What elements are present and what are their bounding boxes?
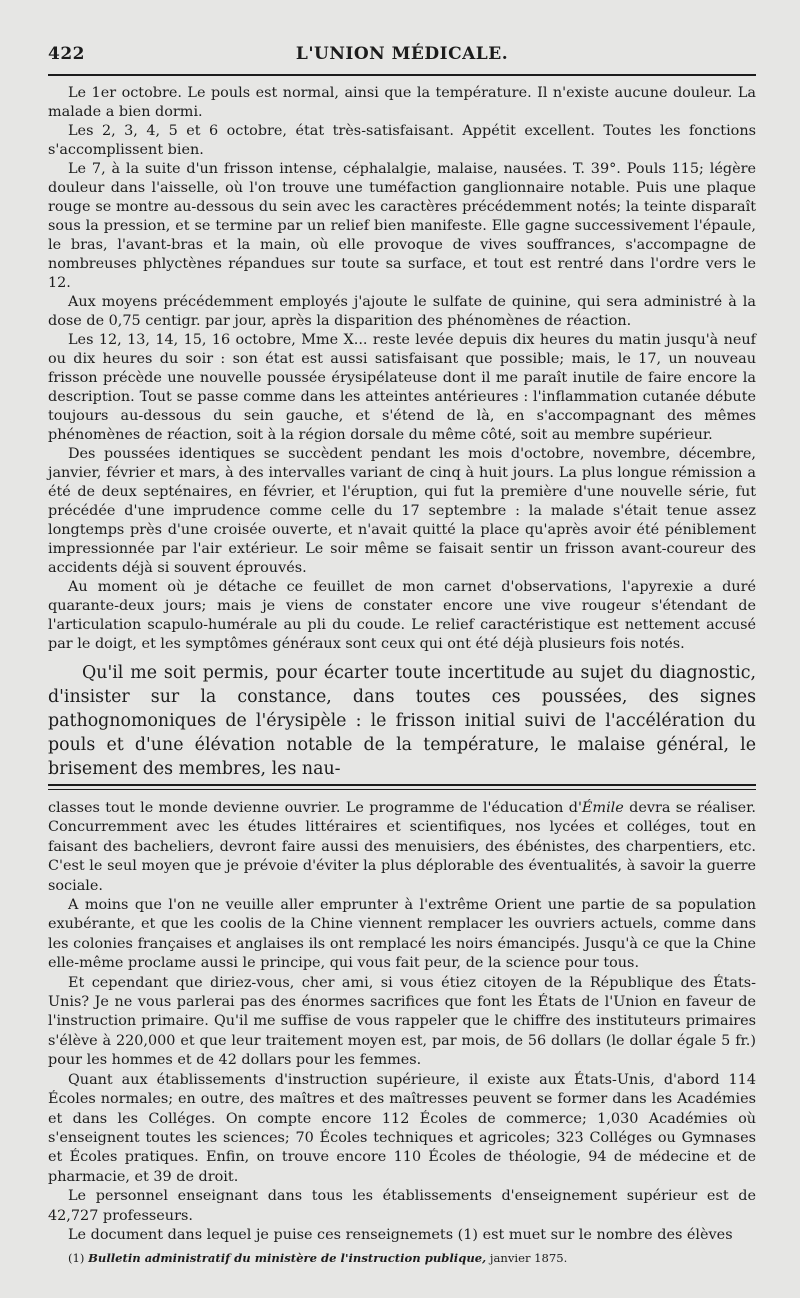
page-header bbox=[48, 0, 756, 74]
paragraph: A moins que l'on ne veuille aller emprunter à l'extrême Orient une partie de sa population exubérante, et que les coolis de la Chine viennent remplacer les ouvriers actuels, comme dans les colonies françaises et anglaises ils ont remplacé les noirs émancipés. Jusqu'à ce que la Chine elle-même proclame aussi le principe, qui vous fait peur, de la science pour tous. bbox=[48, 897, 756, 972]
paragraph: Les 12, 13, 14, 15, 16 octobre, Mme X... reste levée depuis dix heures du matin jusqu'à neuf ou dix heures du soir : son état est aussi satisfaisant que possible; mais, le 17, un nouveau frisson précède une nouvelle poussée érysipélateuse dont il me paraît inutile de faire encore la description. Tout se passe comme dans les atteintes antérieures : l'inflammation cutanée débute toujours au-dessous du sein gauche, et s'étend de là, en s'accompagnant des mêmes phénomènes de réaction, soit à la région dorsale du même côté, soit au membre supérieur. bbox=[48, 332, 756, 443]
paragraph: Le document dans lequel je puise ces renseignemets (1) est muet sur le nombre des élèves bbox=[68, 1226, 733, 1243]
paragraph: Le 1er octobre. Le pouls est normal, ainsi que la température. Il n'existe aucune douleur. La malade a bien dormi. bbox=[48, 85, 756, 120]
paragraph: Aux moyens précédemment employés j'ajoute le sulfate de quinine, qui sera administré à la dose de 0,75 centigr. par jour, après la disparition des phénomènes de réaction. bbox=[48, 294, 756, 329]
footnote-marker: (1) bbox=[68, 1251, 89, 1266]
header-rule bbox=[48, 74, 756, 76]
paragraph-continued bbox=[48, 799, 756, 896]
paragraph: Et cependant que diriez-vous, cher ami, si vous étiez citoyen de la République des États-Unis? Je ne vous parlerai pas des énormes sacrifices que font les États de l'Union en faveur de l'instruction primaire. Qu'il me suffise de vous rappeler que le chiffre des instituteurs primaires s'élève à 220,000 et que leur traitement moyen est, par mois, de 56 dollars (le dollar égale 5 fr.) pour les hommes et de 42 dollars pour les femmes. bbox=[48, 974, 756, 1069]
footnote-source: Bulletin administratif du ministère de l'instruction publique, bbox=[88, 1251, 487, 1266]
article-case-report bbox=[48, 84, 756, 654]
text-run: classes tout le monde devienne ouvrier. Le programme de l'éducation d' bbox=[48, 800, 582, 816]
footnote-date: janvier 1875. bbox=[486, 1251, 568, 1266]
text-run: devra se réaliser. Concurremment avec les études littéraires et scientifiques, nos lycées et colléges, tout en faisant des bacheliers, devront faire aussi des menuisiers, des ébénistes, des charpentiers, etc. C'est le seul moyen que je prévoie d'éviter la plus déplorable des éventualités, à savoir la guerre sociale. bbox=[48, 800, 756, 894]
paragraph: Le 7, à la suite d'un frisson intense, céphalalgie, malaise, nausées. T. 39°. Pouls 115; légère douleur dans l'aisselle, où l'on trouve une tuméfaction ganglionnaire notable. Puis une plaque rouge se montre au-dessous du sein avec les caractères précédemment notés; la teinte disparaît sous la pression, et se termine par un relief bien manifeste. Elle gagne successivement l'épaule, le bras, l'avant-bras et la main, où elle provoque de vives souffrances, s'accompagne de nombreuses phlyctènes répandues sur toute sa surface, et tout est rentré dans l'ordre vers le 12. bbox=[48, 161, 756, 291]
paragraph: Des poussées identiques se succèdent pendant les mois d'octobre, novembre, décembre, janvier, février et mars, à des intervalles variant de cinq à huit jours. La plus longue rémission a été de deux septénaires, en février, et l'éruption, qui fut la première d'une nouvelle série, fut précédée d'une imprudence comme celle du 17 septembre : la malade s'était tenue assez longtemps près d'une croisée ouverte, et n'avait quitté la place qu'après avoir été péniblement impressionnée par l'air extérieur. Le soir même se faisait sentir un frisson avant-coureur des accidents déjà si souvent éprouvés. bbox=[48, 446, 756, 576]
paragraph: Le personnel enseignant dans tous les établissements d'enseignement supérieur est de 42,727 professeurs. bbox=[48, 1188, 756, 1224]
section-divider bbox=[48, 784, 756, 790]
page-number: 422 bbox=[48, 44, 85, 64]
paragraph: Les 2, 3, 4, 5 et 6 octobre, état très-satisfaisant. Appétit excellent. Toutes les fonctions s'accomplissent bien. bbox=[48, 123, 756, 158]
running-title: L'UNION MÉDICALE. bbox=[295, 44, 509, 64]
paragraph: Quant aux établissements d'instruction supérieure, il existe aux États-Unis, d'abord 114 Écoles normales; en outre, des maîtres et des maîtresses peuvent se former dans les Académies et dans les Colléges. On compte encore 112 Écoles de commerce; 1,030 Académies où s'enseignent toutes les sciences; 70 Écoles techniques et agricoles; 323 Colléges ou Gymnases et Écoles pratiques. Enfin, on trouve encore 110 Écoles de théologie, 94 de médecine et de pharmacie, et 39 de droit. bbox=[48, 1071, 756, 1185]
footnote bbox=[48, 1250, 756, 1266]
article-conclusion bbox=[48, 661, 756, 781]
paragraph: Au moment où je détache ce feuillet de mon carnet d'observations, l'apyrexie a duré quarante-deux jours; mais je viens de constater encore une vive rougeur s'étendant de l'articulation scapulo-humérale au pli du coude. Le relief caractéristique est nettement accusé par le doigt, et les symptômes généraux sont ceux qui ont été déjà plusieurs fois notés. bbox=[48, 579, 756, 652]
article-letter bbox=[48, 799, 756, 1245]
book-title: Émile bbox=[581, 800, 624, 816]
paragraph-large: Qu'il me soit permis, pour écarter toute incertitude au sujet du diagnostic, d'insister sur la constance, dans toutes ces poussées, des signes pathognomoniques de l'érysipèle : le frisson initial suivi de l'accélération du pouls et d'une élévation notable de la température, le malaise général, le brisement des membres, les nau- bbox=[48, 663, 756, 779]
